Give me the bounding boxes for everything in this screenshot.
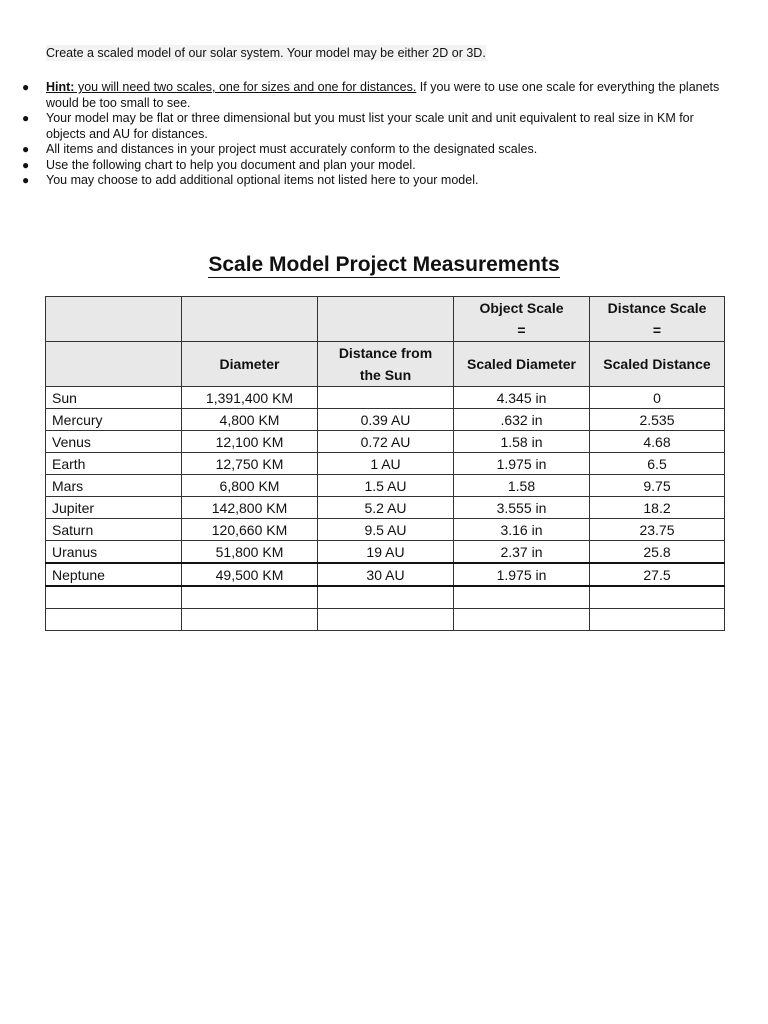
distance-cell: 5.2 AU <box>318 497 454 519</box>
header-cell <box>46 297 182 342</box>
diameter-cell: 51,800 KM <box>182 541 318 564</box>
scaled-diameter-cell: 1.975 in <box>454 453 590 475</box>
planet-name-cell: Sun <box>46 387 182 409</box>
scaled-distance-header: Scaled Distance <box>590 342 725 387</box>
distance-cell: 1.5 AU <box>318 475 454 497</box>
scaled-distance-cell: 25.8 <box>590 541 725 564</box>
scaled-diameter-cell: 1.975 in <box>454 563 590 586</box>
table-row <box>46 586 725 609</box>
distance-cell <box>318 586 454 609</box>
distance-cell <box>318 387 454 409</box>
object-scale-header: Object Scale = <box>454 297 590 342</box>
scaled-distance-cell: 6.5 <box>590 453 725 475</box>
header-cell <box>46 342 182 387</box>
table-row <box>46 541 725 564</box>
table-row <box>46 497 725 519</box>
diameter-header: Diameter <box>182 342 318 387</box>
hint-label: Hint: <box>46 80 75 94</box>
bullet-icon: ● <box>22 157 30 172</box>
bullet-text: Use the following chart to help you document and plan your model. <box>46 157 416 172</box>
diameter-cell: 6,800 KM <box>182 475 318 497</box>
table-row <box>46 453 725 475</box>
planet-name-cell <box>46 586 182 609</box>
scaled-diameter-cell: .632 in <box>454 409 590 431</box>
table-row <box>46 387 725 409</box>
scaled-distance-cell: 27.5 <box>590 563 725 586</box>
scaled-distance-cell: 9.75 <box>590 475 725 497</box>
scaled-diameter-cell <box>454 586 590 609</box>
header-cell <box>318 297 454 342</box>
distance-cell: 30 AU <box>318 563 454 586</box>
bullet-text: All items and distances in your project must accurately conform to the designated scales. <box>46 142 538 156</box>
list-item <box>22 80 722 111</box>
bullet-icon: ● <box>22 111 30 125</box>
bullet-text: Your model may be flat or three dimensional but you must list your scale unit and unit equivalent to real size in KM for objects and AU for distances. <box>46 111 694 141</box>
header-cell <box>182 297 318 342</box>
distance-cell: 0.72 AU <box>318 431 454 453</box>
diameter-cell: 1,391,400 KM <box>182 387 318 409</box>
table-row <box>46 609 725 631</box>
scaled-distance-cell <box>590 609 725 631</box>
header-row <box>46 342 725 387</box>
diameter-cell: 49,500 KM <box>182 563 318 586</box>
header-row-top <box>46 297 725 342</box>
scaled-distance-cell: 23.75 <box>590 519 725 541</box>
bullet-icon: ● <box>22 80 30 94</box>
planet-name-cell: Saturn <box>46 519 182 541</box>
scaled-diameter-cell: 4.345 in <box>454 387 590 409</box>
table-title-text: Scale Model Project Measurements <box>208 253 560 276</box>
distance-cell: 19 AU <box>318 541 454 564</box>
planet-name-cell <box>46 609 182 631</box>
scaled-distance-cell: 18.2 <box>590 497 725 519</box>
scaled-diameter-cell: 1.58 in <box>454 431 590 453</box>
diameter-cell: 12,750 KM <box>182 453 318 475</box>
scaled-diameter-header: Scaled Diameter <box>454 342 590 387</box>
scaled-distance-cell: 0 <box>590 387 725 409</box>
table-title <box>0 253 768 277</box>
planet-name-cell: Venus <box>46 431 182 453</box>
hint-rest-text: If you were to use one scale for everything the planets would be too small to see. <box>46 80 720 110</box>
bullet-text: You may choose to add additional optional items not listed here to your model. <box>46 173 479 187</box>
table-row <box>46 563 725 586</box>
scaled-distance-cell: 2.535 <box>590 409 725 431</box>
diameter-cell: 4,800 KM <box>182 409 318 431</box>
scaled-diameter-cell <box>454 609 590 631</box>
distance-header: Distance from the Sun <box>318 342 454 387</box>
distance-scale-header: Distance Scale = <box>590 297 725 342</box>
scaled-diameter-cell: 3.16 in <box>454 519 590 541</box>
distance-cell: 9.5 AU <box>318 519 454 541</box>
diameter-cell: 12,100 KM <box>182 431 318 453</box>
list-item <box>22 173 722 189</box>
diameter-cell <box>182 609 318 631</box>
distance-cell: 0.39 AU <box>318 409 454 431</box>
list-item <box>22 158 722 174</box>
scaled-diameter-cell: 2.37 in <box>454 541 590 564</box>
bullet-icon: ● <box>22 142 30 156</box>
planet-name-cell: Mars <box>46 475 182 497</box>
table-row <box>46 475 725 497</box>
scaled-distance-cell <box>590 586 725 609</box>
planet-name-cell: Neptune <box>46 563 182 586</box>
scaled-distance-cell: 4.68 <box>590 431 725 453</box>
planet-name-cell: Mercury <box>46 409 182 431</box>
diameter-cell: 120,660 KM <box>182 519 318 541</box>
table-row <box>46 431 725 453</box>
table-row <box>46 519 725 541</box>
intro-text: Create a scaled model of our solar system. Your model may be either 2D or 3D. <box>46 46 486 60</box>
list-item <box>22 142 722 158</box>
scaled-diameter-cell: 1.58 <box>454 475 590 497</box>
distance-cell <box>318 609 454 631</box>
measurements-table <box>45 296 725 631</box>
hint-underlined-text: you will need two scales, one for sizes and one for distances. <box>74 80 417 94</box>
distance-cell: 1 AU <box>318 453 454 475</box>
table-row <box>46 409 725 431</box>
bullet-icon: ● <box>22 173 30 187</box>
planet-name-cell: Uranus <box>46 541 182 564</box>
planet-name-cell: Earth <box>46 453 182 475</box>
list-item <box>22 111 722 142</box>
planet-name-cell: Jupiter <box>46 497 182 519</box>
instruction-list <box>22 80 722 189</box>
scaled-diameter-cell: 3.555 in <box>454 497 590 519</box>
diameter-cell <box>182 586 318 609</box>
diameter-cell: 142,800 KM <box>182 497 318 519</box>
